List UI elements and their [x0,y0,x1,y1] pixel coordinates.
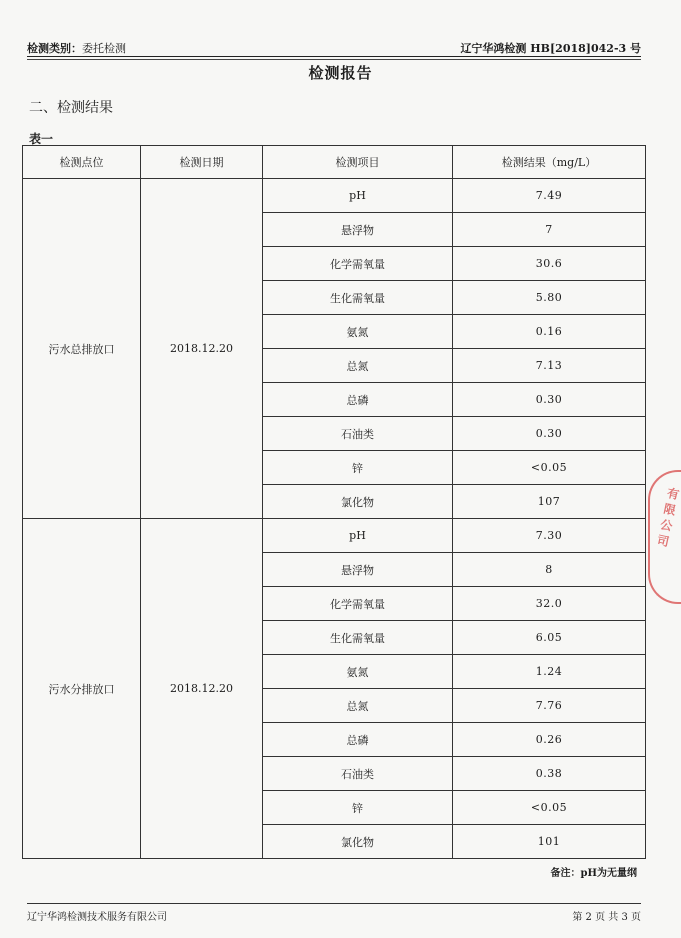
header-divider [27,59,641,60]
cell-result: 0.16 [453,315,646,349]
category [27,40,126,56]
cell-item: 石油类 [263,417,453,451]
cell-result: 0.26 [453,723,646,757]
cell-item: 锌 [263,451,453,485]
footnote: 备注：pH为无量纲 [550,868,637,879]
cell-result: <0.05 [453,791,646,825]
cell-item: 化学需氧量 [263,247,453,281]
cell-item: 石油类 [263,757,453,791]
section-heading: 二、检测结果 [29,100,113,116]
cell-item: pH [263,179,453,213]
cell-item: 锌 [263,791,453,825]
cell-result: 32.0 [453,587,646,621]
company-seal [648,470,681,604]
cell-result: 7.30 [453,519,646,553]
seal-text: 有限公司 [655,486,681,550]
cell-item: 氯化物 [263,485,453,519]
page-footer [27,903,641,923]
cell-result: 30.6 [453,247,646,281]
cell-result: 8 [453,553,646,587]
cell-item: 总氮 [263,349,453,383]
cell-item: 氯化物 [263,825,453,859]
cell-result: 7.49 [453,179,646,213]
table-body [23,179,646,859]
header-date: 检测日期 [141,146,263,179]
page-number: 第 2 页 共 3 页 [572,912,641,923]
cell-result: 0.38 [453,757,646,791]
cell-item: 悬浮物 [263,553,453,587]
cell-item: 化学需氧量 [263,587,453,621]
cell-result: 7 [453,213,646,247]
cell-item: 总磷 [263,723,453,757]
cell-result: 107 [453,485,646,519]
cell-result: 0.30 [453,383,646,417]
cell-date: 2018.12.20 [141,519,263,859]
company-name: 辽宁华鸿检测技术服务有限公司 [27,912,167,923]
cell-date: 2018.12.20 [141,179,263,519]
report-number: 辽宁华鸿检测 HB[2018]042-3 号 [460,42,641,55]
cell-result: 1.24 [453,655,646,689]
cell-result: 6.05 [453,621,646,655]
report-title: 检测报告 [308,64,373,82]
cell-result: <0.05 [453,451,646,485]
cell-result: 101 [453,825,646,859]
header-point: 检测点位 [23,146,141,179]
cell-point: 污水分排放口 [23,519,141,859]
cell-item: 悬浮物 [263,213,453,247]
cell-item: 生化需氧量 [263,621,453,655]
cell-item: 总磷 [263,383,453,417]
cell-item: 氨氮 [263,655,453,689]
cell-result: 5.80 [453,281,646,315]
table-row [23,519,646,553]
cell-result: 7.13 [453,349,646,383]
cell-item: 氨氮 [263,315,453,349]
category-label: 检测类别： [27,42,82,55]
category-value: 委托检测 [82,42,126,55]
header-item: 检测项目 [263,146,453,179]
cell-item: pH [263,519,453,553]
table-row [23,179,646,213]
results-table [22,145,646,859]
table-label: 表一 [29,132,54,146]
page-header [27,38,641,57]
header-result: 检测结果（mg/L） [453,146,646,179]
cell-result: 7.76 [453,689,646,723]
table-header-row [23,146,646,179]
cell-item: 生化需氧量 [263,281,453,315]
cell-result: 0.30 [453,417,646,451]
cell-point: 污水总排放口 [23,179,141,519]
cell-item: 总氮 [263,689,453,723]
